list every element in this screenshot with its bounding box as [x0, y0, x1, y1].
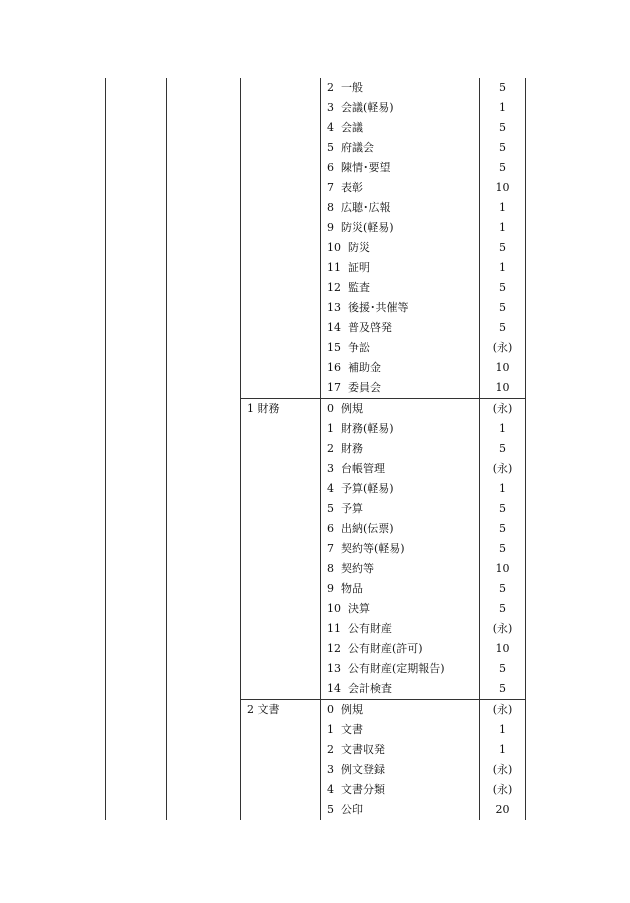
table-row	[106, 760, 526, 780]
subcategory-cell	[167, 800, 241, 820]
retention-period-cell: 5	[480, 519, 526, 539]
item-number: 7	[327, 542, 334, 555]
subcategory-cell	[167, 479, 241, 499]
table-row	[106, 218, 526, 238]
retention-period-cell: 5	[480, 158, 526, 178]
subcategory-cell	[167, 740, 241, 760]
item-name: 例規	[341, 703, 363, 716]
item-name: 出納(伝票)	[341, 522, 394, 535]
retention-period-cell: 1	[480, 419, 526, 439]
item-number: 13	[327, 662, 341, 675]
subcategory-cell	[167, 720, 241, 740]
item-cell	[321, 178, 480, 198]
item-number: 14	[327, 682, 341, 695]
item-cell	[321, 559, 480, 579]
item-cell	[321, 338, 480, 358]
table-row	[106, 740, 526, 760]
category-cell	[106, 138, 167, 158]
subcategory-cell	[167, 559, 241, 579]
item-name: 会議	[341, 121, 363, 134]
subcategory-cell	[167, 419, 241, 439]
section-label-cell	[241, 158, 321, 178]
section-label-cell	[241, 358, 321, 378]
subcategory-cell	[167, 659, 241, 679]
item-cell	[321, 499, 480, 519]
category-cell	[106, 740, 167, 760]
table-body	[106, 78, 526, 820]
subcategory-cell	[167, 639, 241, 659]
section-label-cell	[241, 98, 321, 118]
section-label-cell	[241, 118, 321, 138]
retention-period-cell: 5	[480, 138, 526, 158]
table-row	[106, 178, 526, 198]
retention-period-cell: (永)	[480, 459, 526, 479]
item-cell	[321, 399, 480, 420]
subcategory-cell	[167, 519, 241, 539]
section-label-cell	[241, 338, 321, 358]
section-label-cell	[241, 278, 321, 298]
table-row	[106, 579, 526, 599]
table-row	[106, 358, 526, 378]
category-cell	[106, 519, 167, 539]
retention-period-cell: 5	[480, 298, 526, 318]
category-cell	[106, 559, 167, 579]
item-cell	[321, 98, 480, 118]
item-number: 5	[327, 803, 334, 816]
item-number: 10	[327, 241, 341, 254]
item-number: 12	[327, 642, 341, 655]
category-cell	[106, 479, 167, 499]
item-name: 予算	[341, 502, 363, 515]
item-number: 3	[327, 101, 334, 114]
subcategory-cell	[167, 780, 241, 800]
retention-period-cell: 1	[480, 218, 526, 238]
category-cell	[106, 439, 167, 459]
item-cell	[321, 378, 480, 399]
retention-period-cell: (永)	[480, 780, 526, 800]
subcategory-cell	[167, 700, 241, 721]
category-cell	[106, 118, 167, 138]
item-number: 1	[327, 422, 334, 435]
subcategory-cell	[167, 579, 241, 599]
item-number: 2	[327, 743, 334, 756]
item-name: 普及啓発	[348, 321, 392, 334]
item-name: 契約等	[341, 562, 374, 575]
category-cell	[106, 720, 167, 740]
retention-period-cell: (永)	[480, 760, 526, 780]
item-cell	[321, 800, 480, 820]
item-number: 13	[327, 301, 341, 314]
item-number: 14	[327, 321, 341, 334]
item-name: 公有財産	[348, 622, 392, 635]
item-name: 文書収発	[341, 743, 385, 756]
retention-period-cell: (永)	[480, 700, 526, 721]
retention-period-cell: 5	[480, 659, 526, 679]
item-name: 陳情･要望	[341, 161, 391, 174]
category-cell	[106, 218, 167, 238]
retention-period-cell: 1	[480, 720, 526, 740]
item-name: 財務(軽易)	[341, 422, 394, 435]
section-label-cell	[241, 378, 321, 399]
item-cell	[321, 138, 480, 158]
item-number: 9	[327, 221, 334, 234]
item-name: 監査	[348, 281, 370, 294]
category-cell	[106, 258, 167, 278]
subcategory-cell	[167, 679, 241, 700]
section-label-cell	[241, 539, 321, 559]
category-cell	[106, 659, 167, 679]
category-cell	[106, 238, 167, 258]
item-number: 2	[327, 81, 334, 94]
retention-period-cell: 1	[480, 98, 526, 118]
section-label-cell	[241, 78, 321, 98]
table-row	[106, 720, 526, 740]
table-row	[106, 639, 526, 659]
category-cell	[106, 459, 167, 479]
subcategory-cell	[167, 298, 241, 318]
category-cell	[106, 760, 167, 780]
item-cell	[321, 479, 480, 499]
section-label-cell	[241, 599, 321, 619]
retention-period-cell: 10	[480, 378, 526, 399]
category-cell	[106, 399, 167, 420]
subcategory-cell	[167, 218, 241, 238]
retention-period-cell: 10	[480, 178, 526, 198]
item-name: 後援･共催等	[348, 301, 409, 314]
item-number: 4	[327, 482, 334, 495]
item-name: 物品	[341, 582, 363, 595]
subcategory-cell	[167, 118, 241, 138]
item-name: 契約等(軽易)	[341, 542, 405, 555]
item-cell	[321, 198, 480, 218]
item-number: 6	[327, 522, 334, 535]
item-name: 公有財産(定期報告)	[348, 662, 445, 675]
category-cell	[106, 780, 167, 800]
table-row	[106, 679, 526, 700]
section-label-cell	[241, 178, 321, 198]
subcategory-cell	[167, 158, 241, 178]
item-number: 1	[327, 723, 334, 736]
item-number: 5	[327, 502, 334, 515]
table-row	[106, 419, 526, 439]
table-row	[106, 439, 526, 459]
retention-period-cell: 10	[480, 639, 526, 659]
subcategory-cell	[167, 459, 241, 479]
item-name: 財務	[341, 442, 363, 455]
table-row	[106, 378, 526, 399]
section-label-cell	[241, 659, 321, 679]
category-cell	[106, 98, 167, 118]
retention-period-cell: 5	[480, 679, 526, 700]
item-cell	[321, 720, 480, 740]
category-cell	[106, 178, 167, 198]
item-number: 3	[327, 462, 334, 475]
subcategory-cell	[167, 338, 241, 358]
section-label-cell	[241, 479, 321, 499]
section-label-cell	[241, 138, 321, 158]
retention-period-cell: 20	[480, 800, 526, 820]
section-label-cell	[241, 439, 321, 459]
subcategory-cell	[167, 439, 241, 459]
category-cell	[106, 358, 167, 378]
item-cell	[321, 419, 480, 439]
item-cell	[321, 78, 480, 98]
item-number: 4	[327, 783, 334, 796]
category-cell	[106, 619, 167, 639]
item-cell	[321, 318, 480, 338]
subcategory-cell	[167, 198, 241, 218]
section-label-cell	[241, 258, 321, 278]
table-row	[106, 338, 526, 358]
table-row	[106, 499, 526, 519]
retention-period-cell: 5	[480, 118, 526, 138]
retention-period-cell: (永)	[480, 619, 526, 639]
item-cell	[321, 579, 480, 599]
table-row	[106, 619, 526, 639]
category-cell	[106, 499, 167, 519]
item-number: 8	[327, 201, 334, 214]
table-row	[106, 659, 526, 679]
category-cell	[106, 278, 167, 298]
item-number: 6	[327, 161, 334, 174]
item-name: 府議会	[341, 141, 374, 154]
subcategory-cell	[167, 138, 241, 158]
category-cell	[106, 419, 167, 439]
section-label-cell	[241, 298, 321, 318]
section-label-cell	[241, 519, 321, 539]
section-label-cell	[241, 459, 321, 479]
item-name: 表彰	[341, 181, 363, 194]
item-cell	[321, 158, 480, 178]
subcategory-cell	[167, 399, 241, 420]
subcategory-cell	[167, 78, 241, 98]
item-number: 8	[327, 562, 334, 575]
subcategory-cell	[167, 499, 241, 519]
item-number: 4	[327, 121, 334, 134]
item-cell	[321, 278, 480, 298]
table-row	[106, 98, 526, 118]
item-number: 5	[327, 141, 334, 154]
table-row	[106, 258, 526, 278]
item-name: 会議(軽易)	[341, 101, 394, 114]
item-cell	[321, 679, 480, 700]
item-cell	[321, 218, 480, 238]
retention-period-cell: 10	[480, 559, 526, 579]
table-row	[106, 479, 526, 499]
table-row	[106, 700, 526, 721]
subcategory-cell	[167, 378, 241, 399]
item-name: 委員会	[348, 381, 381, 394]
item-name: 文書分類	[341, 783, 385, 796]
item-cell	[321, 439, 480, 459]
item-number: 7	[327, 181, 334, 194]
category-cell	[106, 338, 167, 358]
item-cell	[321, 700, 480, 721]
category-cell	[106, 599, 167, 619]
item-number: 16	[327, 361, 341, 374]
category-cell	[106, 539, 167, 559]
section-label-cell: 1 財務	[241, 399, 321, 420]
item-cell	[321, 118, 480, 138]
table-row	[106, 118, 526, 138]
table-row	[106, 559, 526, 579]
item-name: 公有財産(許可)	[348, 642, 423, 655]
section-label-cell	[241, 419, 321, 439]
table-row	[106, 318, 526, 338]
item-number: 11	[327, 261, 341, 274]
category-cell	[106, 78, 167, 98]
item-cell	[321, 539, 480, 559]
item-cell	[321, 258, 480, 278]
retention-period-cell: 10	[480, 358, 526, 378]
item-number: 2	[327, 442, 334, 455]
subcategory-cell	[167, 98, 241, 118]
item-name: 一般	[341, 81, 363, 94]
subcategory-cell	[167, 599, 241, 619]
item-number: 15	[327, 341, 341, 354]
item-cell	[321, 599, 480, 619]
category-cell	[106, 800, 167, 820]
retention-period-cell: 5	[480, 78, 526, 98]
item-number: 3	[327, 763, 334, 776]
item-number: 0	[327, 402, 334, 415]
subcategory-cell	[167, 539, 241, 559]
retention-schedule-table	[105, 78, 526, 820]
item-cell	[321, 619, 480, 639]
section-label-cell	[241, 800, 321, 820]
table-row	[106, 78, 526, 98]
retention-period-cell: (永)	[480, 399, 526, 420]
section-label-cell	[241, 619, 321, 639]
item-name: 例規	[341, 402, 363, 415]
section-label-cell	[241, 198, 321, 218]
item-name: 文書	[341, 723, 363, 736]
subcategory-cell	[167, 178, 241, 198]
section-label-cell	[241, 559, 321, 579]
retention-period-cell: 1	[480, 258, 526, 278]
retention-period-cell: 5	[480, 278, 526, 298]
item-cell	[321, 459, 480, 479]
category-cell	[106, 700, 167, 721]
table-row	[106, 298, 526, 318]
category-cell	[106, 378, 167, 399]
table-row	[106, 800, 526, 820]
item-cell	[321, 639, 480, 659]
item-number: 11	[327, 622, 341, 635]
item-name: 予算(軽易)	[341, 482, 394, 495]
retention-period-cell: 5	[480, 439, 526, 459]
category-cell	[106, 198, 167, 218]
subcategory-cell	[167, 258, 241, 278]
section-label-cell	[241, 579, 321, 599]
table-row	[106, 278, 526, 298]
section-label-cell	[241, 740, 321, 760]
item-cell	[321, 760, 480, 780]
section-label-cell	[241, 318, 321, 338]
retention-period-cell: 1	[480, 740, 526, 760]
table-row	[106, 459, 526, 479]
item-name: 証明	[348, 261, 370, 274]
item-cell	[321, 780, 480, 800]
item-number: 9	[327, 582, 334, 595]
item-cell	[321, 298, 480, 318]
subcategory-cell	[167, 318, 241, 338]
item-name: 争訟	[348, 341, 370, 354]
item-cell	[321, 358, 480, 378]
retention-period-cell: 5	[480, 499, 526, 519]
table-row	[106, 519, 526, 539]
item-number: 0	[327, 703, 334, 716]
table-row	[106, 399, 526, 420]
section-label-cell	[241, 499, 321, 519]
subcategory-cell	[167, 619, 241, 639]
section-label-cell	[241, 639, 321, 659]
table-row	[106, 599, 526, 619]
section-label-cell	[241, 760, 321, 780]
category-cell	[106, 639, 167, 659]
retention-period-cell: 5	[480, 539, 526, 559]
item-name: 台帳管理	[341, 462, 385, 475]
item-cell	[321, 519, 480, 539]
subcategory-cell	[167, 760, 241, 780]
table-row	[106, 138, 526, 158]
item-cell	[321, 740, 480, 760]
retention-period-cell: 1	[480, 479, 526, 499]
section-label-cell: 2 文書	[241, 700, 321, 721]
item-name: 防災(軽易)	[341, 221, 394, 234]
item-name: 防災	[348, 241, 370, 254]
subcategory-cell	[167, 278, 241, 298]
item-name: 補助金	[348, 361, 381, 374]
table-row	[106, 539, 526, 559]
item-name: 公印	[341, 803, 363, 816]
item-number: 12	[327, 281, 341, 294]
section-label-cell	[241, 238, 321, 258]
item-cell	[321, 659, 480, 679]
retention-period-cell: 5	[480, 579, 526, 599]
section-label-cell	[241, 218, 321, 238]
item-name: 例文登録	[341, 763, 385, 776]
retention-period-cell: 5	[480, 599, 526, 619]
category-cell	[106, 318, 167, 338]
section-label-cell	[241, 720, 321, 740]
table-row	[106, 238, 526, 258]
item-name: 会計検査	[348, 682, 392, 695]
retention-period-cell: 5	[480, 238, 526, 258]
section-label-cell	[241, 780, 321, 800]
category-cell	[106, 679, 167, 700]
table-row	[106, 198, 526, 218]
item-cell	[321, 238, 480, 258]
subcategory-cell	[167, 358, 241, 378]
item-number: 10	[327, 602, 341, 615]
table-row	[106, 780, 526, 800]
retention-period-cell: 1	[480, 198, 526, 218]
category-cell	[106, 579, 167, 599]
item-name: 決算	[348, 602, 370, 615]
item-name: 広聴･広報	[341, 201, 391, 214]
section-label-cell	[241, 679, 321, 700]
table-row	[106, 158, 526, 178]
retention-period-cell: (永)	[480, 338, 526, 358]
category-cell	[106, 298, 167, 318]
subcategory-cell	[167, 238, 241, 258]
category-cell	[106, 158, 167, 178]
retention-period-cell: 5	[480, 318, 526, 338]
item-number: 17	[327, 381, 341, 394]
